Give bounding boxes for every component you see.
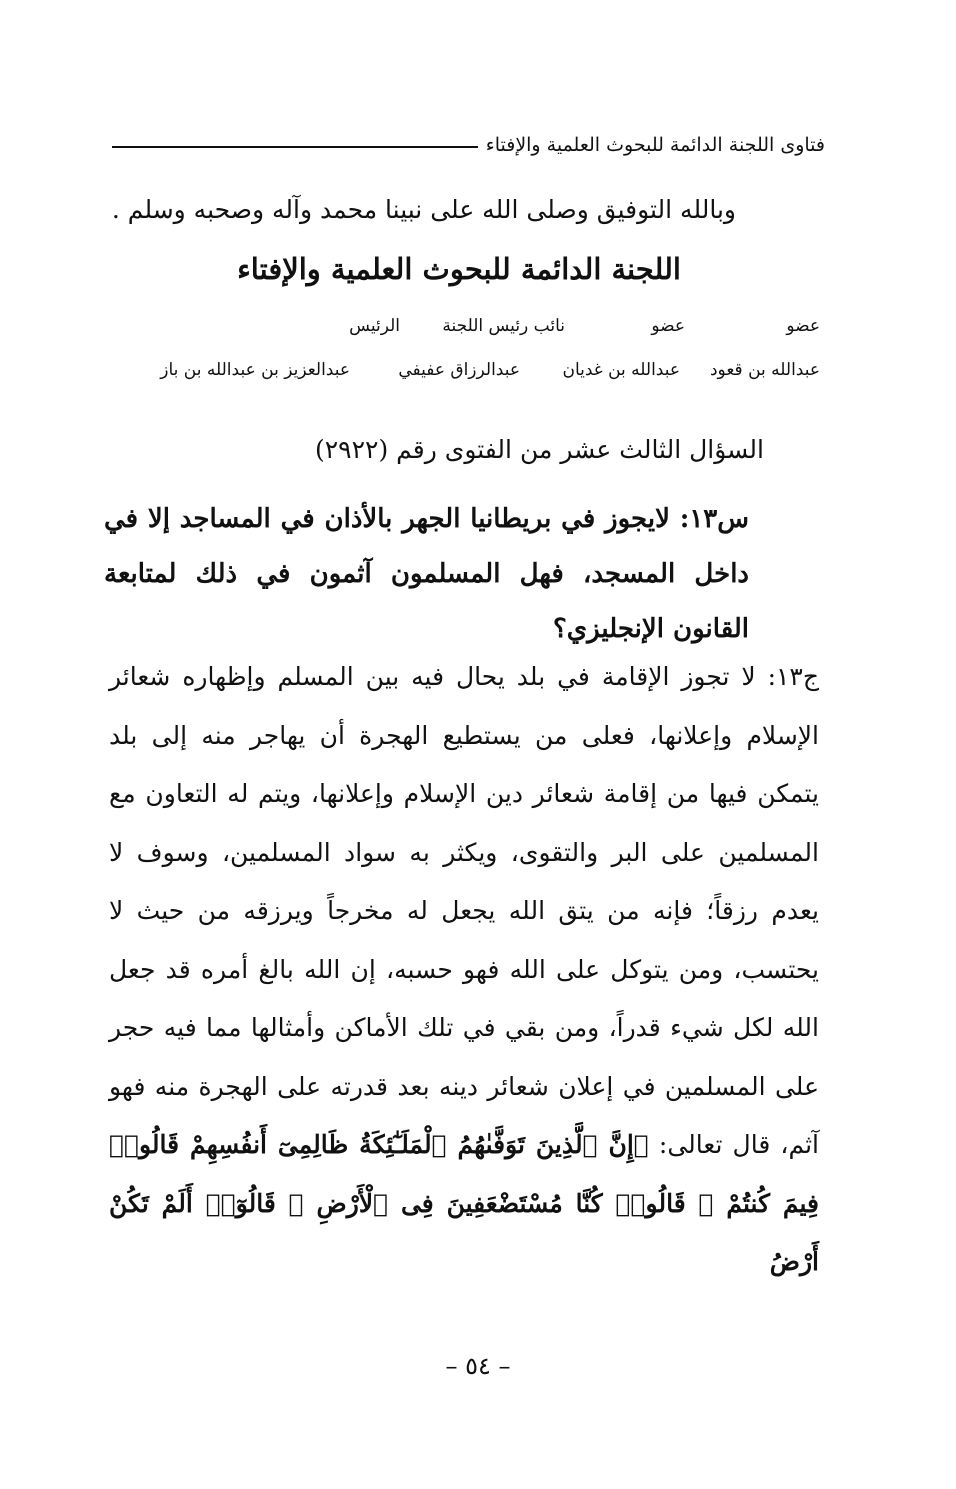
question-heading: السؤال الثالث عشر من الفتوى رقم (٢٩٢٢) xyxy=(314,435,764,464)
signatory-role: نائب رئيس اللجنة xyxy=(442,316,565,336)
signatories-block xyxy=(130,312,820,392)
signatory-name: عبدالرزاق عفيفي xyxy=(398,360,520,380)
closing-blessing: وبالله التوفيق وصلى الله على نبينا محمد وآله وصحبه وسلم . xyxy=(111,195,736,224)
committee-title: اللجنة الدائمة للبحوث العلمية والإفتاء xyxy=(237,252,681,286)
running-header-rule xyxy=(112,146,478,148)
signatory-names-row xyxy=(130,360,820,390)
quran-verse: ﴿إِنَّ ٱلَّذِينَ تَوَفَّىٰهُمُ ٱلْمَلَـٰٓئِكَةُ ظَالِمِىٓ أَنفُسِهِمْ قَالُوا۟ فِيمَ كُنتُمْ ۖ قَالُوا۟ كُنَّا مُسْتَضْعَفِينَ فِى ٱلْأَرْضِ ۚ قَالُوٓا۟ أَلَمْ تَكُنْ أَرْضُ xyxy=(109,1130,819,1276)
signatory-name: عبدالله بن قعود xyxy=(709,360,820,380)
signatory-name: عبدالله بن غديان xyxy=(562,360,680,380)
answer-body: ج١٣: لا تجوز الإقامة في بلد يحال فيه بين المسلم وإظهاره شعائر الإسلام وإعلانها، فعلى من يستطيع الهجرة أن يهاجر منه إلى بلد يتمكن فيها من إقامة شعائر دين الإسلام وإعلانها، ويتم له التعاون مع المسلمين على البر والتقوى، ويكثر به سواد المسلمين، وسوف لا يعدم رزقاً؛ فإنه من يتق الله يجعل له مخرجاً ويرزقه من حيث لا يحتسب، ومن يتوكل على الله فهو حسبه، إن الله بالغ أمره قد جعل الله لكل شيء قدراً، ومن بقي في تلك الأماكن وأمثالها مما فيه حجر على المسلمين في إعلان شعائر دينه بعد قدرته على الهجرة منه فهو آثم، قال تعالى: xyxy=(109,662,819,1159)
signatory-role: عضو xyxy=(786,316,820,336)
page-number: – ٥٤ – xyxy=(445,1352,511,1380)
signatory-role: الرئيس xyxy=(349,316,400,336)
signatory-role: عضو xyxy=(651,316,685,336)
running-header-title: فتاوى اللجنة الدائمة للبحوث العلمية والإفتاء xyxy=(485,133,825,156)
signatory-roles-row xyxy=(130,316,820,346)
running-header xyxy=(112,128,825,162)
signatory-name: عبدالعزيز بن عبدالله بن باز xyxy=(160,360,350,380)
answer-text xyxy=(109,648,819,1292)
question-text: س١٣: لايجوز في بريطانيا الجهر بالأذان في المساجد إلا في داخل المسجد، فهل المسلمون آثمون في ذلك لمتابعة القانون الإنجليزي؟ xyxy=(104,504,749,644)
